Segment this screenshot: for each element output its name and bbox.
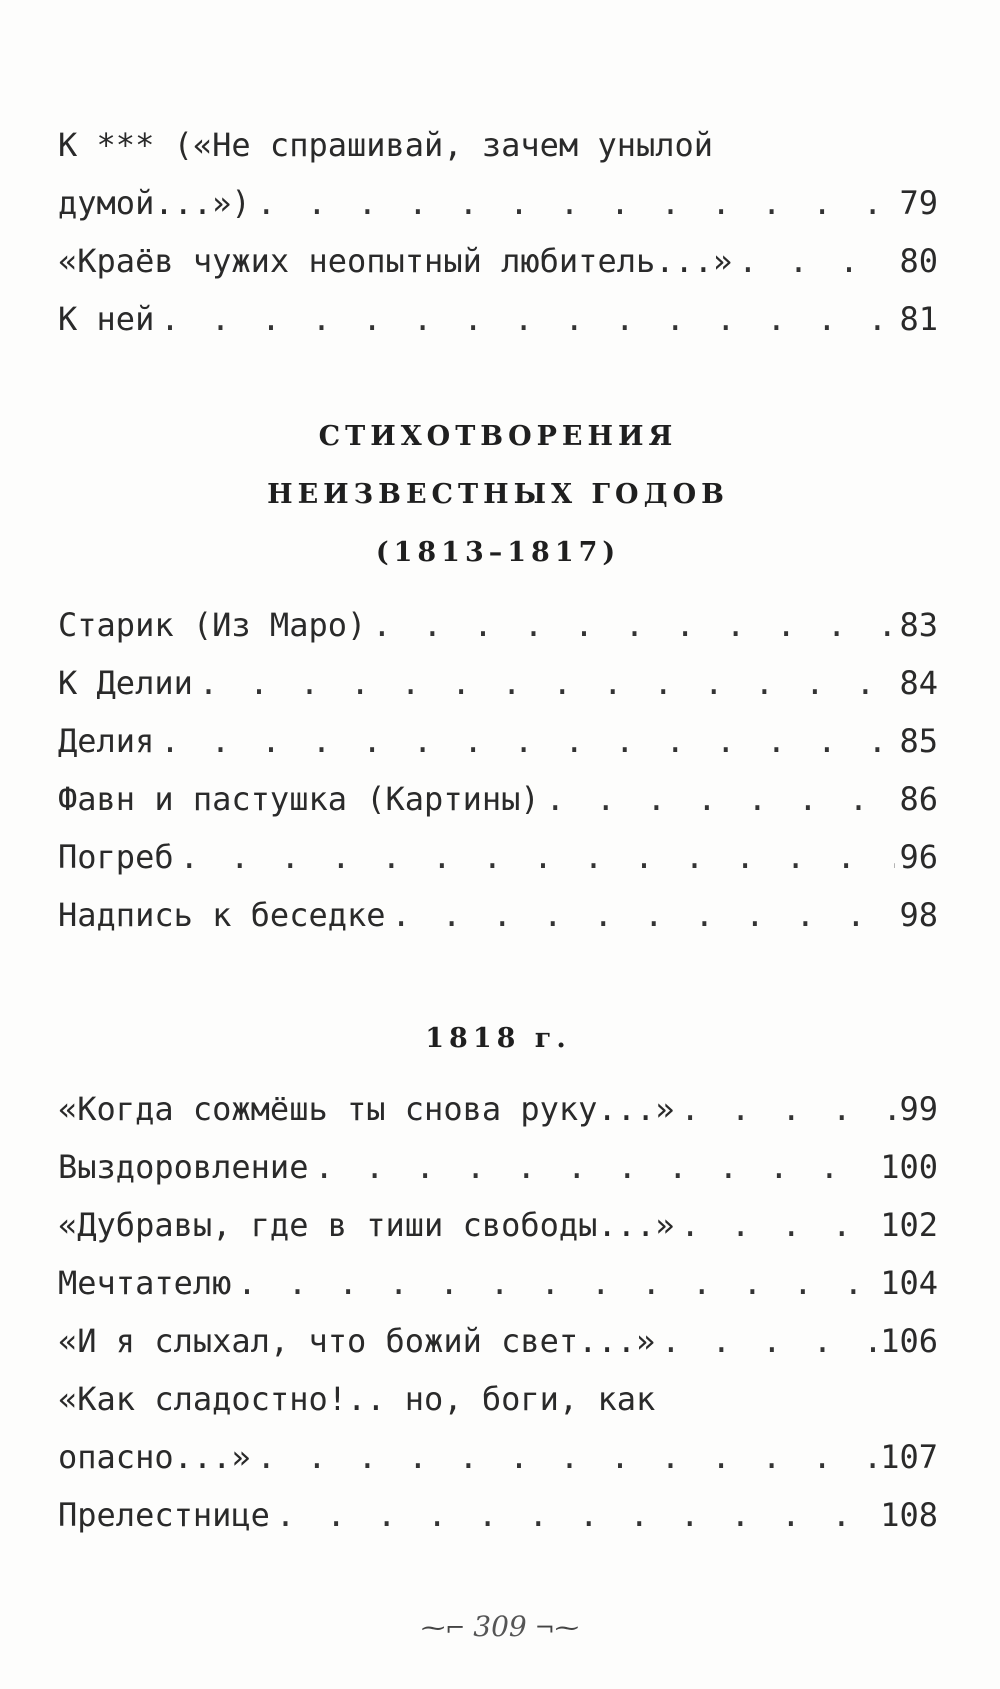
toc-entry-title: «И я слыхал, что божий свет...» — [58, 1322, 656, 1360]
toc-section-1 — [58, 116, 938, 348]
toc-entry[interactable] — [58, 886, 938, 944]
dot-leader — [180, 828, 896, 886]
dot-leader — [276, 1486, 876, 1544]
toc-entry-page: 106 — [880, 1322, 938, 1360]
toc-entry[interactable] — [58, 1138, 938, 1196]
toc-entry[interactable] — [58, 1196, 938, 1254]
toc-entry-title: К Делии — [58, 664, 193, 702]
toc-entry-page: 108 — [880, 1496, 938, 1534]
ornament-left-icon: ⁓⌐ — [421, 1614, 466, 1642]
toc-entry[interactable] — [58, 828, 938, 886]
toc-entry-title: опасно...» — [58, 1438, 251, 1476]
dot-leader — [546, 770, 896, 828]
toc-entry[interactable] — [58, 174, 938, 232]
toc-entry-title: «Когда сожмёшь ты снова руку...» — [58, 1090, 675, 1128]
toc-entry-page: 104 — [880, 1264, 938, 1302]
toc-entry-title: Погреб — [58, 838, 174, 876]
toc-entry-page: 83 — [899, 606, 938, 644]
dot-leader — [314, 1138, 876, 1196]
toc-entry-page: 85 — [899, 722, 938, 760]
toc-entry-title-line1: К *** («Не спрашивай, зачем унылой — [58, 126, 714, 164]
dot-leader — [160, 290, 895, 348]
toc-section-2 — [58, 596, 938, 944]
section-heading-line: НЕИЗВЕСТНЫХ ГОДОВ — [267, 479, 729, 510]
toc-entry-page: 84 — [899, 664, 938, 702]
toc-entry-title: Выздоровление — [58, 1148, 309, 1186]
toc-entry[interactable] — [58, 654, 938, 712]
toc-entry[interactable] — [58, 232, 938, 290]
toc-entry-page: 81 — [899, 300, 938, 338]
toc-entry-page: 99 — [899, 1090, 938, 1128]
dot-leader — [257, 1428, 877, 1486]
toc-entry-title: Делия — [58, 722, 155, 760]
section-heading-1818 — [58, 1010, 938, 1068]
section-heading-line: СТИХОТВОРЕНИЯ — [318, 421, 678, 452]
toc-entry-title: «Дубравы, где в тиши свободы...» — [58, 1206, 675, 1244]
toc-entry[interactable] — [58, 596, 938, 654]
toc-entry[interactable] — [58, 1312, 938, 1370]
dot-leader — [392, 886, 896, 944]
toc-entry-page: 98 — [899, 896, 938, 934]
dot-leader — [661, 1312, 876, 1370]
toc-entry-title: Старик (Из Маро) — [58, 606, 367, 644]
toc-entry-title: Надпись к беседке — [58, 896, 386, 934]
toc-entry[interactable] — [58, 290, 938, 348]
dot-leader — [237, 1254, 876, 1312]
section-heading-years: (1813–1817) — [375, 537, 621, 568]
toc-entry-page: 100 — [880, 1148, 938, 1186]
toc-entry-page: 102 — [880, 1206, 938, 1244]
toc-entry-title: Мечтателю — [58, 1264, 232, 1302]
toc-entry-page: 107 — [880, 1438, 938, 1476]
toc-entry[interactable] — [58, 770, 938, 828]
toc-entry[interactable] — [58, 1080, 938, 1138]
dot-leader — [160, 712, 895, 770]
ornament-right-icon: ¬⁓ — [534, 1614, 579, 1642]
section-heading-undated — [58, 408, 938, 582]
dot-leader — [372, 596, 895, 654]
toc-entry-title: Прелестнице — [58, 1496, 270, 1534]
toc-entry-page: 96 — [899, 838, 938, 876]
toc-entry[interactable] — [58, 1254, 938, 1312]
toc-entry[interactable] — [58, 1428, 938, 1486]
toc-entry-page: 79 — [899, 184, 938, 222]
toc-entry-title: думой...») — [58, 184, 251, 222]
page-number: 309 — [473, 1610, 527, 1643]
dot-leader — [681, 1196, 877, 1254]
toc-entry-title-line1: «Как сладостно!.. но, боги, как — [58, 1380, 656, 1418]
toc-entry-title: «Краёв чужих неопытный любитель...» — [58, 242, 733, 280]
toc-entry[interactable] — [58, 712, 938, 770]
toc-entry-page: 86 — [899, 780, 938, 818]
page-folio — [0, 1610, 1000, 1643]
section-heading-year: 1818 г. — [425, 1023, 571, 1054]
dot-leader — [257, 174, 896, 232]
dot-leader — [681, 1080, 896, 1138]
toc-entry-page: 80 — [899, 242, 938, 280]
toc-section-3 — [58, 1080, 938, 1544]
dot-leader — [738, 232, 895, 290]
toc-entry-title: Фавн и пастушка (Картины) — [58, 780, 540, 818]
dot-leader — [199, 654, 896, 712]
toc-entry[interactable] — [58, 1486, 938, 1544]
toc-entry-title: К ней — [58, 300, 155, 338]
